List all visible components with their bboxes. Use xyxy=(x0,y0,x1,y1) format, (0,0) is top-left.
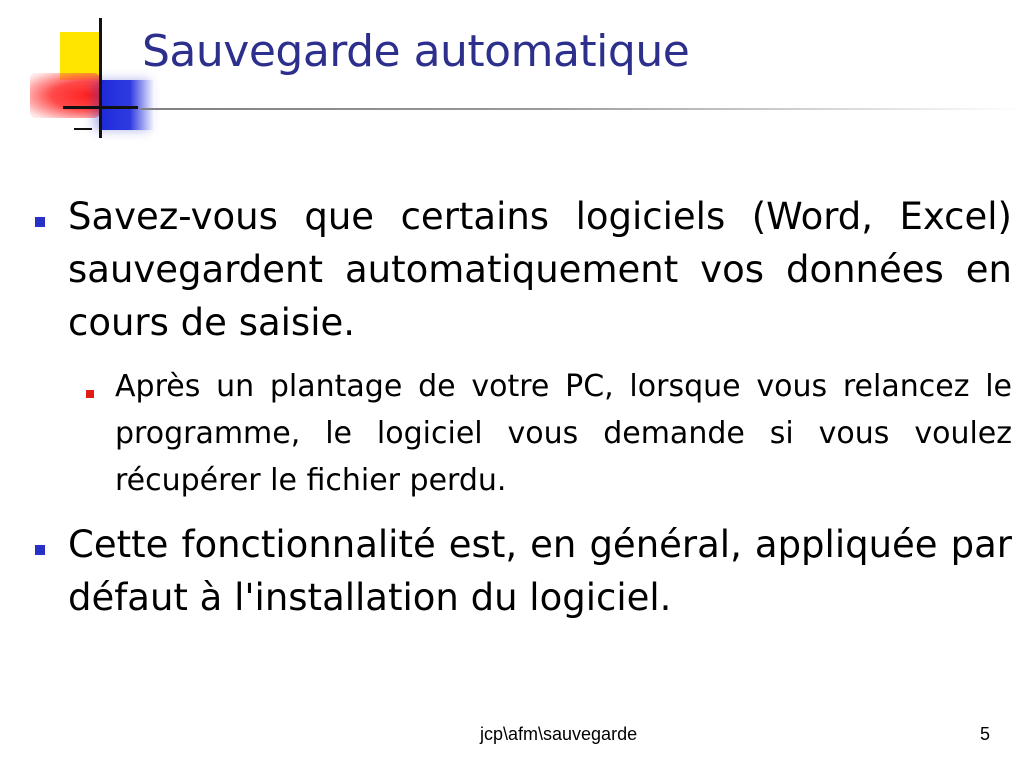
logo-red-square xyxy=(30,73,100,118)
logo-short-line xyxy=(74,128,92,130)
logo-blue-square xyxy=(100,80,155,130)
page-number: 5 xyxy=(980,724,991,744)
sub-bullet-square-icon xyxy=(86,390,94,398)
bullet-square-icon xyxy=(35,545,45,555)
bullet-square-icon xyxy=(35,217,45,227)
bullet-text: Cette fonctionnalité est, en général, appliquée par défaut à l'installation du logiciel. xyxy=(68,523,1012,619)
slide-title: Sauvegarde automatique xyxy=(142,26,690,77)
title-divider xyxy=(140,108,1024,110)
sub-bullet-text: Après un plantage de votre PC, lorsque vous relancez le programme, le logiciel vous demande si vous voulez récupérer le fichier perdu. xyxy=(115,369,1012,498)
footer-path: jcp\afm\sauvegarde xyxy=(480,724,638,744)
logo-horizontal-line xyxy=(63,106,138,109)
logo-vertical-line xyxy=(99,18,102,138)
bullet-text: Savez-vous que certains logiciels (Word, Excel) sauvegardent automatiquement vos données en cours de saisie. xyxy=(68,195,1012,344)
